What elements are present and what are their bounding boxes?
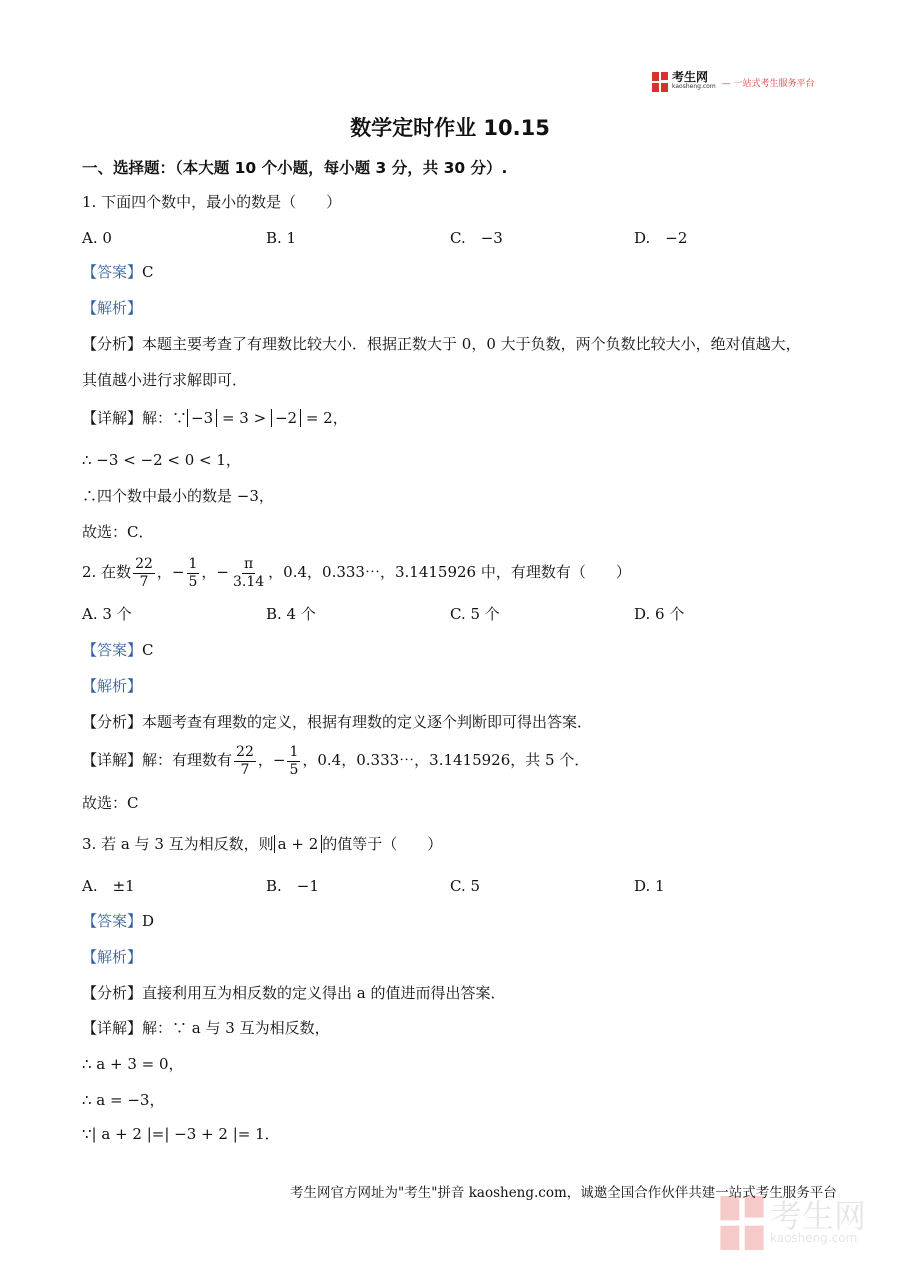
q3-option-a: A. ±1 xyxy=(82,877,135,895)
q1-stem: 1. 下面四个数中，最小的数是（ ） xyxy=(82,193,342,211)
q2-option-d: D. 6 个 xyxy=(634,605,685,623)
fraction: $\frac{22}{7}$ xyxy=(135,555,153,590)
q1-option-a: A. 0 xyxy=(82,229,112,247)
section-heading: 一、选择题：（本大题 10 个小题，每小题 3 分，共 30 分）. xyxy=(82,159,508,177)
watermark-domain: kaosheng.com xyxy=(770,1231,858,1245)
q3-step1: ∴ a + 3 = 0， xyxy=(82,1055,184,1073)
header-logo xyxy=(652,72,815,92)
logo-domain: kaosheng.com xyxy=(672,83,716,90)
q3-fenxi: 【分析】直接利用互为相反数的定义得出 a 的值进而得出答案． xyxy=(82,984,506,1002)
page-title: 数学定时作业 10.15 xyxy=(350,116,550,140)
logo-slogan: — 一站式考生服务平台 xyxy=(721,78,815,89)
fraction: $\frac{1}{5}$ xyxy=(188,555,198,590)
watermark-logo-icon xyxy=(720,1196,764,1250)
footer-text: 考生网官方网址为"考生"拼音 kaosheng.com，诚邀全国合作伙伴共建一站式考生服务平台 xyxy=(290,1185,837,1201)
q3-option-d: D. 1 xyxy=(634,877,665,895)
q2-conclusion: 故选：C xyxy=(82,794,139,812)
q3-option-b: B. −1 xyxy=(266,877,319,895)
q3-step3: ∵| a + 2 |=| −3 + 2 |= 1． xyxy=(82,1125,280,1143)
logo-text: 考生网 xyxy=(672,70,709,84)
q3-detail: 【详解】解：∵ a 与 3 互为相反数， xyxy=(82,1019,330,1037)
watermark xyxy=(720,1196,866,1250)
q2-answer: 【答案】C xyxy=(82,641,154,659)
q2-option-c: C. 5 个 xyxy=(450,605,500,623)
fraction: $\frac{\pi}{3.14}$ xyxy=(233,555,265,590)
q2-detail: 【详解】解：有理数有 $\frac{22}{7}$ ，− $\frac{1}{5}$ ，0.4，0.333⋯，3.1415926，共 5 个． xyxy=(82,743,590,778)
kaosheng-logo-icon xyxy=(652,72,668,92)
answer-tag: 【答案】 xyxy=(82,263,143,281)
abs-value: −2 xyxy=(271,409,301,427)
q1-detail: 【详解】解：∵ −3 = 3 > −2 = 2， xyxy=(82,409,348,427)
q1-option-c: C. −3 xyxy=(450,229,503,247)
q1-analysis-tag: 【解析】 xyxy=(82,299,143,317)
q3-stem: 3. 若 a 与 3 互为相反数，则 a + 2 的值等于（ ） xyxy=(82,835,443,853)
q2-analysis-tag: 【解析】 xyxy=(82,677,143,695)
abs-value: a + 2 xyxy=(274,835,323,853)
abs-value: −3 xyxy=(187,409,217,427)
q1-fenxi-line2: 其值越小进行求解即可． xyxy=(82,371,248,389)
fraction: $\frac{1}{5}$ xyxy=(289,743,299,778)
q1-fenxi-line1: 【分析】本题主要考查了有理数比较大小．根据正数大于 0，0 大于负数，两个负数比较大小，绝对值越大， xyxy=(82,335,801,353)
q3-option-c: C. 5 xyxy=(450,877,481,895)
q2-option-a: A. 3 个 xyxy=(82,605,132,623)
q1-step1: ∴ −3 < −2 < 0 < 1， xyxy=(82,451,241,469)
q2-stem: 2. 在数 $\frac{22}{7}$ ，− $\frac{1}{5}$ ，− $\frac{\pi}{3.14}$ ，0.4，0.333⋯，3.1415926 中，有理数有（ ） xyxy=(82,555,631,590)
q3-step2: ∴ a = −3， xyxy=(82,1091,165,1109)
fraction: $\frac{22}{7}$ xyxy=(236,743,254,778)
q3-analysis-tag: 【解析】 xyxy=(82,948,143,966)
watermark-text: 考生网 xyxy=(770,1197,867,1235)
q2-fenxi: 【分析】本题考查有理数的定义，根据有理数的定义逐个判断即可得出答案． xyxy=(82,713,593,731)
q1-option-d: D. −2 xyxy=(634,229,688,247)
q2-option-b: B. 4 个 xyxy=(266,605,316,623)
q1-answer: 【答案】C xyxy=(82,263,154,281)
q1-option-b: B. 1 xyxy=(266,229,297,247)
q1-conclusion: 故选：C． xyxy=(82,523,154,541)
q3-answer: 【答案】D xyxy=(82,912,155,930)
q1-step2: ∴四个数中最小的数是 −3， xyxy=(82,487,274,505)
